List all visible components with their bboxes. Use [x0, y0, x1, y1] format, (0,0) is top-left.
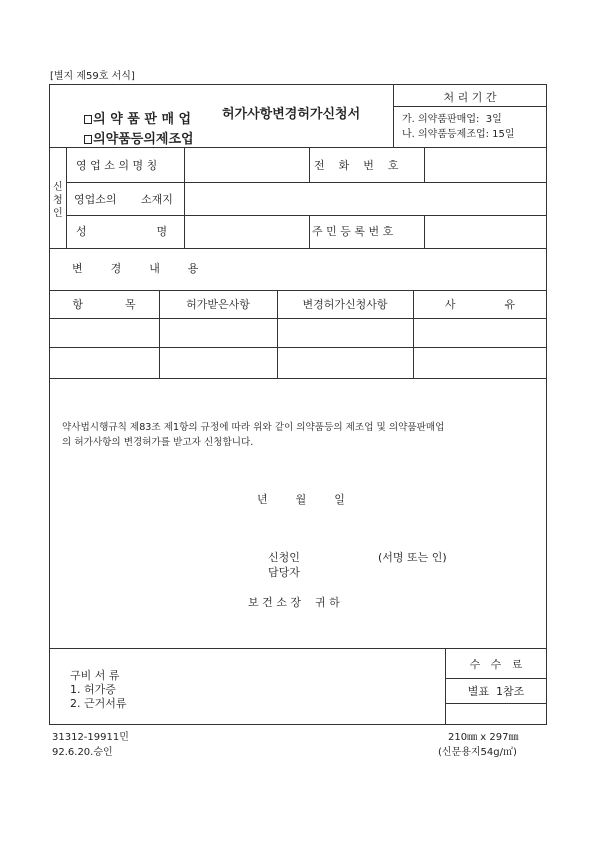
phone-field[interactable] [426, 150, 544, 180]
sign-note: (서명 또는 인) [378, 551, 447, 564]
side-label-char: 신 [53, 182, 63, 193]
table-cell[interactable] [415, 349, 545, 376]
form-tag: [별지 제59호 서식] [50, 71, 135, 82]
table-cell[interactable] [279, 349, 411, 376]
fee-heading: 수 수 료 [469, 658, 523, 671]
approval-date: 92.6.20.승인 [52, 747, 113, 758]
form-frame [49, 84, 547, 725]
business-type-option[interactable] [66, 120, 194, 159]
table-cell[interactable] [51, 349, 157, 376]
checkbox-icon[interactable] [84, 135, 92, 144]
addressee: 보 건 소 장 귀 하 [248, 596, 340, 609]
side-label-char: 인 [53, 208, 63, 219]
address-label: 영업소의 소재지 [74, 193, 173, 206]
name-field[interactable] [186, 218, 306, 246]
statement-line: 약사법시행규칙 제83조 제1항의 규정에 따라 위와 같이 의약품등의 제조업 및 의약품판매업 [62, 422, 445, 433]
business-type-label: 의약품등의제조업 [93, 132, 194, 147]
form-code: 31312-19911민 [52, 732, 129, 743]
processing-period-heading: 처 리 기 간 [443, 91, 497, 104]
processing-period-item: 가. 의약품판매업: 3일 [402, 114, 502, 125]
resident-no-field[interactable] [426, 218, 544, 246]
manager-label: 담당자 [268, 566, 300, 579]
business-type-label: 의 약 품 판 매 업 [93, 112, 192, 127]
phone-label: 전 화 번 호 [314, 159, 399, 172]
paper-size: 210㎜ x 297㎜ [448, 732, 519, 743]
changes-heading: 변 경 내 용 [72, 262, 199, 275]
processing-period-item: 나. 의약품등제조업: 15일 [402, 129, 515, 140]
form-title: 허가사항변경허가신청서 [222, 107, 361, 122]
column-header-reason: 사 유 [444, 298, 516, 311]
name-label: 성 명 [76, 225, 168, 238]
required-docs-heading: 구비 서 류 [70, 669, 120, 682]
address-field[interactable] [186, 185, 544, 213]
business-name-field[interactable] [186, 150, 306, 180]
applicant-sign-label: 신청인 [268, 551, 300, 564]
date-label: 년 월 일 [257, 493, 345, 506]
paper-spec: (신문용지54g/㎡) [438, 747, 517, 758]
fee-value: 별표 1참조 [467, 685, 525, 698]
column-header-requested: 변경허가신청사항 [302, 298, 388, 311]
resident-no-label: 주 민 등 록 번 호 [312, 225, 394, 238]
required-doc-item: 1. 허가증 [70, 683, 116, 696]
business-name-label: 영 업 소 의 명 칭 [76, 159, 158, 172]
required-doc-item: 2. 근거서류 [70, 697, 127, 710]
table-cell[interactable] [161, 320, 275, 345]
column-header-item: 항 목 [72, 298, 136, 311]
table-cell[interactable] [279, 320, 411, 345]
table-cell[interactable] [415, 320, 545, 345]
statement-line: 의 허가사항의 변경허가를 받고자 신청합니다. [62, 437, 254, 448]
side-label-char: 청 [53, 195, 63, 206]
table-cell[interactable] [51, 320, 157, 345]
table-cell[interactable] [161, 349, 275, 376]
column-header-approved: 허가받은사항 [186, 298, 250, 311]
